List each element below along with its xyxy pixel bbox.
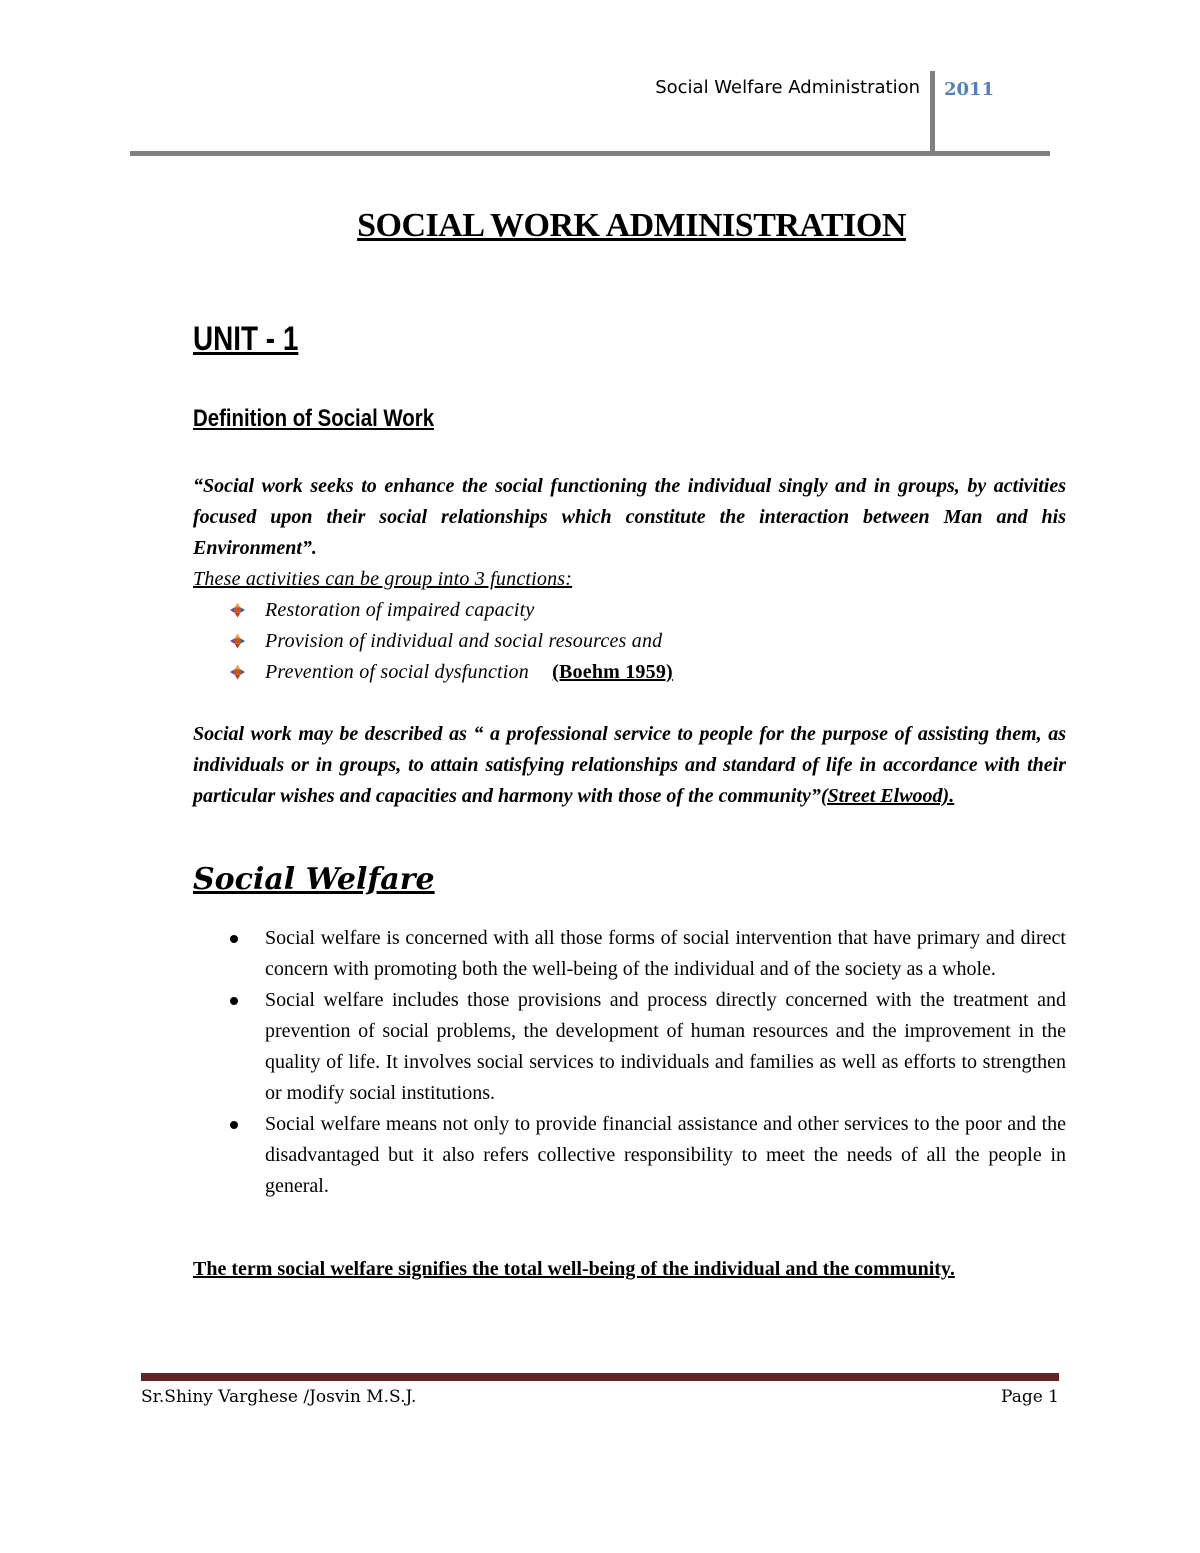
function-text: Prevention of social dysfunction — [265, 661, 529, 683]
list-item — [193, 1109, 1066, 1202]
header-year: 2011 — [944, 79, 995, 100]
four-color-arrow-icon — [230, 602, 245, 618]
header-title: Social Welfare Administration — [655, 77, 920, 98]
welfare-point-text: Social welfare includes those provisions and process directly concerned with the treatment and prevention of social problems, the development of human resources and the improvement in the quality of life. It involves social services to individuals and families as well as efforts to strengthen or modify social institutions. — [265, 989, 1066, 1104]
social-welfare-heading: Social Welfare — [193, 862, 435, 897]
list-item — [193, 985, 1066, 1109]
welfare-point-text: Social welfare is concerned with all those forms of social intervention that have primary and direct concern with promoting both the well-being of the individual and of the society as a whole. — [265, 927, 1066, 980]
list-item — [193, 923, 1066, 985]
list-item — [228, 657, 673, 688]
definition-2-text: Social work may be described as “ a professional service to people for the purpose of assisting them, as individuals or in groups, to attain satisfying relationships and standard of life in accordance with their particular wishes and capacities and harmony with those of the community” — [193, 723, 1066, 807]
welfare-point-text: Social welfare means not only to provide financial assistance and other services to the poor and the disadvantaged but it also refers collective responsibility to meet the needs of all the people in general. — [265, 1113, 1066, 1197]
document-title: SOCIAL WORK ADMINISTRATION — [357, 207, 906, 244]
welfare-points-list — [193, 923, 1066, 1202]
header-vertical-rule — [930, 71, 935, 155]
footer-rule — [141, 1373, 1059, 1381]
list-item — [228, 595, 673, 626]
street-elwood-citation: (Street Elwood). — [820, 785, 955, 807]
four-color-arrow-icon — [230, 633, 245, 649]
dot-icon — [230, 1121, 238, 1129]
footer-page-number: Page 1 — [1001, 1387, 1059, 1407]
definition-paragraph-2 — [193, 719, 1066, 812]
boehm-citation: (Boehm 1959) — [552, 661, 673, 683]
function-text: Restoration of impaired capacity — [265, 599, 535, 621]
unit-heading: UNIT - 1 — [193, 320, 299, 358]
functions-list — [228, 595, 673, 688]
header-horizontal-rule — [130, 151, 1050, 156]
conclusion-statement: The term social welfare signifies the total well-being of the individual and the community. — [193, 1258, 955, 1280]
function-text: Provision of individual and social resources and — [265, 630, 663, 652]
footer-authors: Sr.Shiny Varghese /Josvin M.S.J. — [141, 1387, 417, 1407]
definition-paragraph-1: “Social work seeks to enhance the social functioning the individual singly and in groups, by activities focused upon their social relationships which constitute the interaction between Man and his Environment”. — [193, 475, 1066, 559]
list-item — [228, 626, 673, 657]
functions-intro: These activities can be group into 3 functions: — [193, 568, 573, 590]
dot-icon — [230, 997, 238, 1005]
four-color-arrow-icon — [230, 664, 245, 680]
definition-subheading: Definition of Social Work — [193, 405, 435, 432]
dot-icon — [230, 935, 238, 943]
